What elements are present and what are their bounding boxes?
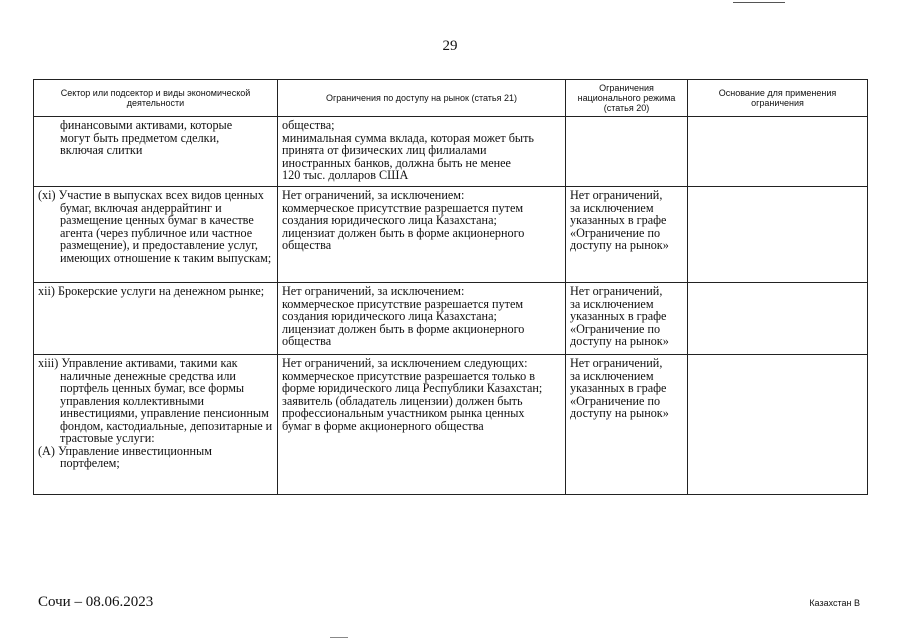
page-number: 29 [442,38,458,54]
sector-cell [34,117,278,187]
footer-rule [330,637,348,638]
table-row [34,187,868,283]
basis-cell [688,355,868,495]
basis-cell [688,283,868,355]
market-access-text: заявитель (обладатель лицензии) должен быть [282,393,523,408]
schedule-table [33,79,868,495]
market-access-text: Нет ограничений, за исключением: [282,284,465,298]
national-treatment-text: «Ограничение по [570,225,661,240]
national-treatment-cell [566,117,688,187]
market-access-text: коммерческое присутствие разрешается только в [282,368,535,383]
national-treatment-text: «Ограничение по [570,393,661,408]
market-access-text: коммерческое присутствие разрешается путем [282,296,524,311]
national-treatment-text: за исключением [570,200,654,215]
national-treatment-cell [566,187,688,283]
market-access-cell [278,117,566,187]
footer-place-date: Сочи – 08.06.2023 [38,594,154,610]
market-access-cell [278,187,566,283]
market-access-text: лицензиат должен быть в форме акционерного [282,225,525,240]
sector-cell [34,355,278,495]
national-treatment-text: доступу на рынок» [570,406,669,420]
table-header-row [34,80,868,117]
national-treatment-cell [566,355,688,495]
market-access-text: иностранных банков, должна быть не менее [282,155,511,170]
market-access-text: общества [282,238,332,252]
national-treatment-text: за исключением [570,368,654,383]
market-access-cell [278,283,566,355]
national-treatment-text: Нет ограничений, [570,188,663,202]
national-treatment-text: указанных в графе [570,213,667,227]
sector-text: xii) Брокерские услуги на денежном рынке; [38,284,265,298]
basis-cell [688,117,868,187]
sector-text: xiii) Управление активами, такими как наличные денежные средства или портфель ценных бумаг, все формы управления коллективными инвестициями, управление пенсионным фондом, кастодиальные, депозитарные и трастовые услуги: [38,356,273,445]
market-access-text: принята от физических лиц филиалами [282,143,487,157]
national-treatment-text: указанных в графе [570,309,667,323]
header-basis: Основание для применения ограничения [688,80,868,117]
national-treatment-cell [566,283,688,355]
table-row [34,117,868,187]
market-access-text: коммерческое присутствие разрешается путем [282,200,524,215]
national-treatment-text: указанных в графе [570,381,667,395]
national-treatment-text: Нет ограничений, [570,284,663,298]
footer-document-code: Казахстан В [809,598,860,608]
sector-text: могут быть предметом сделки, [60,130,220,145]
sector-text: (A) Управление инвестиционным портфелем; [38,443,212,470]
national-treatment-text: Нет ограничений, [570,356,663,370]
market-access-text: 120 тыс. долларов США [282,168,409,182]
market-access-text: профессиональным участником рынка ценных [282,406,525,420]
national-treatment-text: доступу на рынок» [570,238,669,252]
market-access-text: бумаг в форме акционерного общества [282,418,484,433]
national-treatment-text: доступу на рынок» [570,334,669,348]
sector-cell [34,283,278,355]
sector-text: (xi) Участие в выпусках всех видов ценных бумаг, включая андеррайтинг и размещение ценных бумаг в качестве агента (через публичное или частное размещение), и предоставление услуг, имеющих отношение к таким выпускам; [38,188,272,265]
sector-cell [34,187,278,283]
basis-cell [688,187,868,283]
market-access-text: форме юридического лица Республики Казахстан; [282,381,543,395]
market-access-text: Нет ограничений, за исключением следующих: [282,356,528,370]
market-access-text: минимальная сумма вклада, которая может быть [282,130,534,145]
market-access-text: общества; [282,118,335,132]
header-rule [733,2,785,3]
sector-text: включая слитки [60,143,143,157]
sector-text: финансовыми активами, которые [60,118,233,132]
header-sector: Сектор или подсектор и виды экономической деятельности [34,80,278,117]
header-market-access: Ограничения по доступу на рынок (статья 21) [278,80,566,117]
table-row [34,355,868,495]
market-access-text: создания юридического лица Казахстана; [282,309,497,323]
header-national-treatment: Ограничения национального режима (статья 20) [566,80,688,117]
market-access-text: общества [282,334,332,348]
national-treatment-text: за исключением [570,296,654,311]
national-treatment-text: «Ограничение по [570,321,661,336]
market-access-text: лицензиат должен быть в форме акционерного [282,321,525,336]
market-access-text: создания юридического лица Казахстана; [282,213,497,227]
table-row [34,283,868,355]
market-access-cell [278,355,566,495]
market-access-text: Нет ограничений, за исключением: [282,188,465,202]
